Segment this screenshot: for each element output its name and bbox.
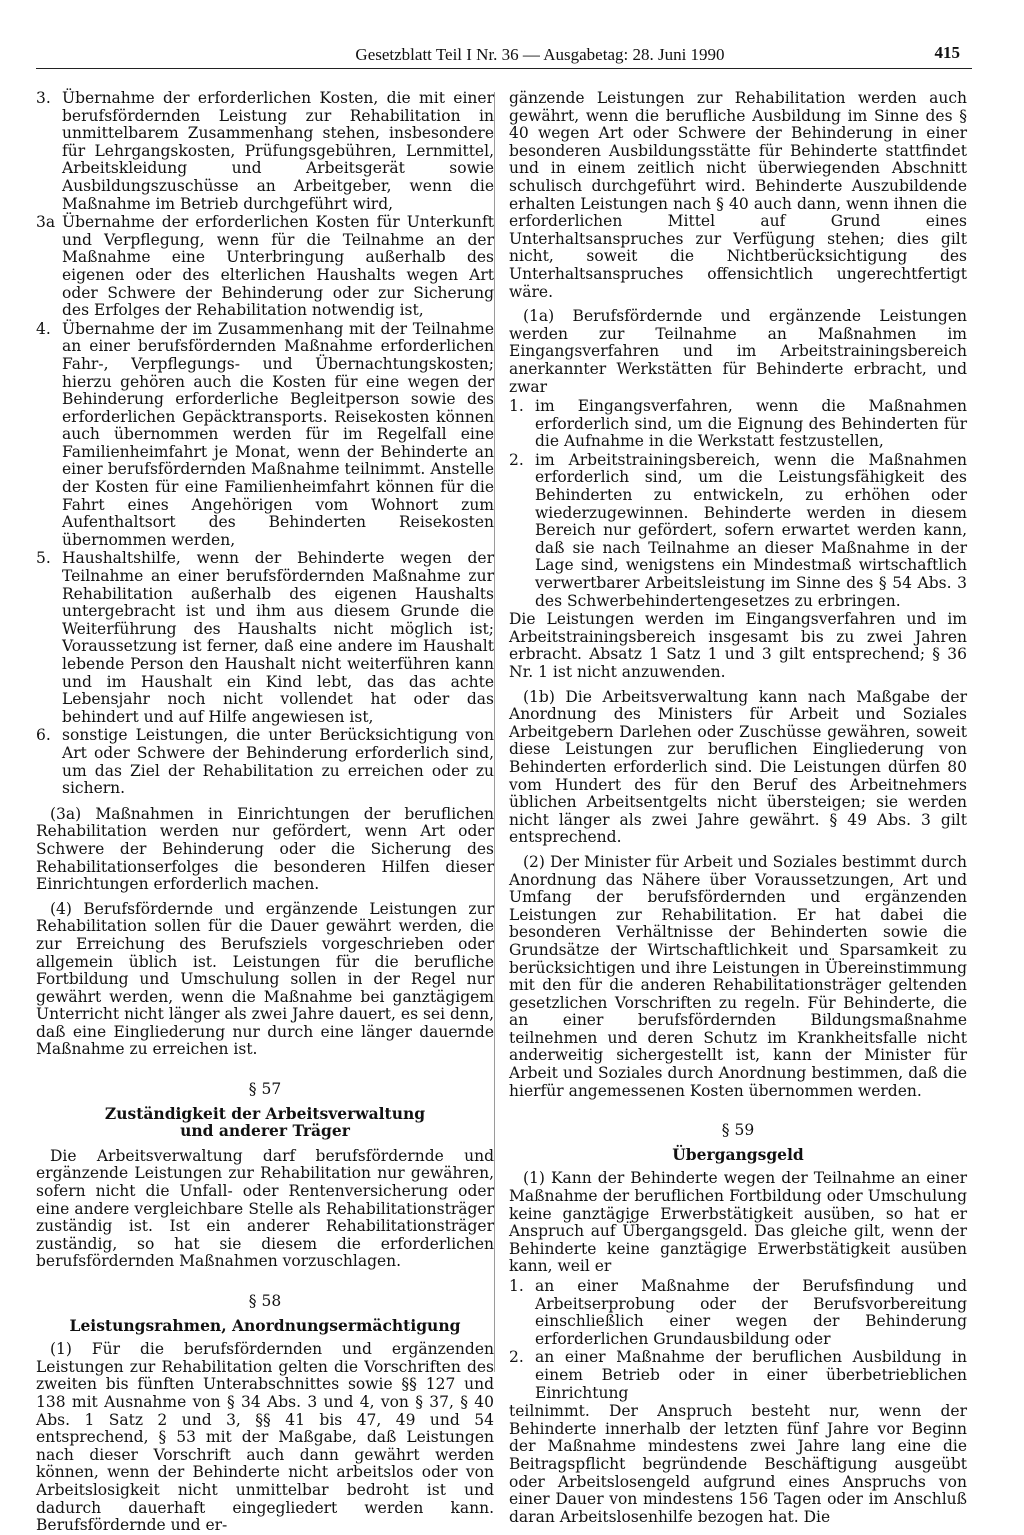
list-item [509,452,967,610]
paragraph-3a: (3a) Maßnahmen in Einrichtungen der beruflichen Rehabilitation werden nur gefördert, wenn Art oder Schwere der Behinderung oder die Sicherung des Rehabilitationserfolges die besonderen Hilfen dieser Einrichtungen erforderlich machen. [36,804,494,894]
right-column [509,89,967,1526]
paragraph-4: (4) Berufsfördernde und ergänzende Leistungen zur Rehabilitation sollen für die Dauer gewährt werden, die zur Erreichung des Berufsziels vorgeschrieben oder allgemein üblich ist. Leistungen für die berufliche Fortbildung und Umschulung sollen in der Regel nur gewährt werden, wenn die Maßnahme bei ganztägigem Unterricht nicht länger als zwei Jahre dauert, es sei denn, daß eine Eingliederung nur durch eine länger dauernde Maßnahme zu erreichen ist. [36,899,494,1059]
list-number: 3. [36,89,51,107]
list-item [36,727,494,797]
list-text: Übernahme der erforderlichen Kosten, die mit einer berufsfördernden Leistung zur Rehabilitation in unmittelbarem Zusammenhang stehen, insbesondere für Lehrgangskosten, Prüfungsgebühren, Lernmittel, Arbeitskleidung und Arbeitsgerät sowie Ausbildungszuschüsse an Arbeitgeber, wenn die Maßnahme im Betrieb durchgeführt wird, [62,89,494,213]
column-divider [494,92,495,1372]
paragraph-2: (2) Der Minister für Arbeit und Soziales bestimmt durch Anordnung das Nähere über Voraussetzungen, Art und Umfang der berufsfördernden und ergänzenden Leistungen zur Rehabilitation. Er hat dabei die besonderen Verhältnisse der Behinderten sowie die Grundsätze der Wirtschaftlichkeit und Sparsamkeit zu berücksichtigen und ihre Leistungen in Übereinstimmung mit den für die anderen Rehabilitationsträger geltenden gesetzlichen Vorschriften zu regeln. Für Behinderte, die an einer berufsfördernden Bildungsmaßnahme teilnehmen und deren Schutz im Krankheitsfalle nicht anderweitig sichergestellt ist, kann der Minister für Arbeit und Soziales durch Anordnung bestimmen, daß die hierfür angemessenen Kosten übernommen werden. [509,852,967,1100]
list-number: 2. [509,450,524,469]
list-number: 3a [36,213,56,232]
paragraph-1a: (1a) Berufsfördernde und ergänzende Leistungen werden zur Teilnahme an Maßnahmen im Eingangsverfahren und im Arbeitstrainingsbereich anerkannter Werkstätten für Behinderte erbracht, und zwar [509,307,967,396]
list-text: Übernahme der erforderlichen Kosten für Unterkunft und Verpflegung, wenn für die Teilnahme an der Maßnahme eine Unterbringung außerhalb des eigenen oder des elterlichen Haushalts wegen Art oder Schwere der Behinderung oder zur Sicherung des Erfolges der Rehabilitation notwendig ist, [62,213,494,320]
paragraph-1a-end: Die Leistungen werden im Eingangsverfahren und im Arbeitstrainingsbereich insgesamt bis zu zwei Jahren erbracht. Absatz 1 Satz 1 und 3 gilt entsprechend; § 36 Nr. 1 ist nicht anzuwenden. [509,610,967,681]
section-title-line: Zuständigkeit der Arbeitsverwaltung [104,1103,426,1123]
running-header: Gesetzblatt Teil I Nr. 36 — Ausgabetag: 28. Juni 1990 [355,45,725,64]
section-59-text: (1) Kann der Behinderte wegen der Teilnahme an einer Maßnahme der beruflichen Fortbildung oder Umschulung keine ganztägige Erwerbstätigkeit ausüben, so hat er Anspruch auf Übergangsgeld. Das gleiche gilt, wenn der Behinderte keine ganztägige Erwerbstätigkeit ausüben kann, weil er [509,1169,967,1276]
list-item [509,1278,967,1348]
section-number-59: § 59 [721,1121,755,1140]
list-text: Haushaltshilfe, wenn der Behinderte wegen der Teilnahme an einer berufsfördernden Maßnahme zur Rehabilitation außerhalb des eigenen Haushalts untergebracht ist und ihm aus diesem Grunde die Weiterführung des Haushalts nicht möglich ist; Voraussetzung ist ferner, daß eine andere im Haushalt lebende Person den Haushalt nicht weiterführen kann und im Haushalt ein Kind lebt, das das achte Lebensjahr noch nicht vollendet hat oder das behindert und auf Hilfe angewiesen ist, [62,549,494,726]
list-text: an einer Maßnahme der beruflichen Ausbildung in einem Betrieb oder in einer überbetrieblichen Einrichtung [535,1348,967,1402]
section-title-59: Übergangsgeld [672,1144,804,1164]
list-text: Übernahme der im Zusammenhang mit der Teilnahme an einer berufsfördernden Maßnahme erforderlichen Fahr-, Verpflegungs- und Übernachtungskosten; hierzu gehören auch die Kosten für eine wegen der Behinderung erforderliche Begleitperson sowie des erforderlichen Gepäcktransports. Reisekosten können auch übernommen werden für im Regelfall eine Familienheimfahrt je Monat, wenn der Behinderte an einer berufsfördernden Maßnahme teilnimmt. Anstelle der Kosten für eine Familienheimfahrt können für die Fahrt eines Angehörigen vom Wohnort zum Aufenthaltsort des Behinderten Reisekosten übernommen werden, [62,319,494,549]
list-text: im Arbeitstrainingsbereich, wenn die Maßnahmen erforderlich sind, um die Leistungsfähigkeit des Behinderten zu entwickeln, zu erhöhen oder wiederzugewinnen. Behinderte werden in diesem Bereich nur gefördert, sofern erwartet werden kann, daß sie nach Teilnahme an dieser Maßnahme in der Lage sind, wenigstens ein Mindestmaß wirtschaftlich verwertbarer Arbeitsleistung im Sinne des § 54 Abs. 3 des Schwerbehindertengesetzes zu erbringen. [535,450,967,610]
list-number: 2. [509,1348,524,1367]
section-title-58: Leistungsrahmen, Anordnungsermächtigung [69,1315,461,1335]
list-item [36,321,494,550]
section-number-58: § 58 [248,1292,282,1310]
list-item [36,90,494,213]
paragraph-continuation: gänzende Leistungen zur Rehabilitation werden auch gewährt, wenn die berufliche Ausbildung im Sinne des § 40 wegen Art oder Schwere der Behinderung in einer besonderen Ausbildungsstätte für Behinderte stattfindet und in einem zeitlich nicht überwiegenden Abschnitt schulisch durchgeführt wird. Behinderte Auszubildende erhalten Leistungen nach § 40 auch dann, wenn ihnen die erforderlichen Mittel auf Grund eines Unterhaltsanspruches zur Verfügung stehen; dies gilt nicht, soweit die Nichtberücksichtigung des Unterhaltsanspruches offensichtlich ungerechtfertigt wäre. [509,89,967,301]
list-text: sonstige Leistungen, die unter Berücksichtigung von Art oder Schwere der Behinderung erforderlich sind, um das Ziel der Rehabilitation zu erreichen oder zu sichern. [62,726,494,798]
list-number: 4. [36,319,51,338]
list-item [36,214,494,320]
paragraph-1b: (1b) Die Arbeitsverwaltung kann nach Maßgabe der Anordnung des Ministers für Arbeit und Soziales Arbeitgebern Darlehen oder Zuschüsse gewähren, soweit diese Leistungen zur beruflichen Eingliederung von Behinderten erforderlich sind. Die Leistungen dürfen 80 vom Hundert des für den Beruf des Arbeitnehmers üblichen Arbeitsentgelts nicht übersteigen; sie werden nicht länger als zwei Jahre gewährt. § 49 Abs. 3 gilt entsprechend. [509,687,967,847]
list-number: 5. [36,549,51,568]
list-text: im Eingangsverfahren, wenn die Maßnahmen erforderlich sind, um die Eignung des Behinderten für die Aufnahme in die Werkstatt festzustellen, [535,397,967,451]
page-number: 415 [934,43,960,62]
list-item [509,398,967,451]
list-number: 1. [509,397,524,416]
header-rule [36,68,972,69]
section-title-57 [36,1105,494,1140]
list-text: an einer Maßnahme der Berufsfindung und Arbeitserprobung oder der Berufsvorbereitung einschließlich einer wegen der Behinderung erforderlichen Grundausbildung oder [535,1277,967,1348]
section-57-text: Die Arbeitsverwaltung darf berufsfördernde und ergänzende Leistungen zur Rehabilitation nur gewähren, sofern nicht die Unfall- oder Rentenversicherung oder eine andere vergleichbare Stelle als Rehabilitationsträger zuständig ist. Ist ein anderer Rehabilitationsträger zuständig, so hat sie diesem die erforderlichen berufsfördernden Maßnahmen vorzuschlagen. [36,1146,494,1271]
list-item [509,1349,967,1402]
list-item [36,550,494,726]
left-column [36,89,494,1535]
list-number: 1. [509,1277,524,1295]
section-58-text: (1) Für die berufsfördernden und ergänzenden Leistungen zur Rehabilitation gelten die Vorschriften des zweiten bis fünften Unterabschnittes sowie §§ 127 und 138 mit Ausnahme von § 34 Abs. 3 und 4, von § 37, § 40 Abs. 1 Satz 2 und 3, §§ 41 bis 47, 49 und 54 entsprechend, § 53 mit der Maßgabe, daß Leistungen nach dieser Vorschrift auch dann gewährt werden können, wenn der Behinderte nicht arbeitslos oder von Arbeitslosigkeit nicht unmittelbar bedroht ist und dadurch dauerhaft eingegliedert werden kann. Berufsfördernde und er- [36,1340,494,1535]
list-number: 6. [36,726,51,745]
section-title-line: und anderer Träger [180,1121,350,1141]
section-59-text-end: teilnimmt. Der Anspruch besteht nur, wenn der Behinderte innerhalb der letzten fünf Jahre vor Beginn der Maßnahme mindestens zwei Jahre lang eine die Beitragspflicht begründende Beschäftigung ausgeübt oder Arbeitslosengeld aufgrund eines Anspruchs von einer Dauer von mindestens 156 Tagen oder im Anschluß daran Arbeitslosenhilfe bezogen hat. Die [509,1402,967,1526]
section-number-57: § 57 [248,1080,282,1099]
